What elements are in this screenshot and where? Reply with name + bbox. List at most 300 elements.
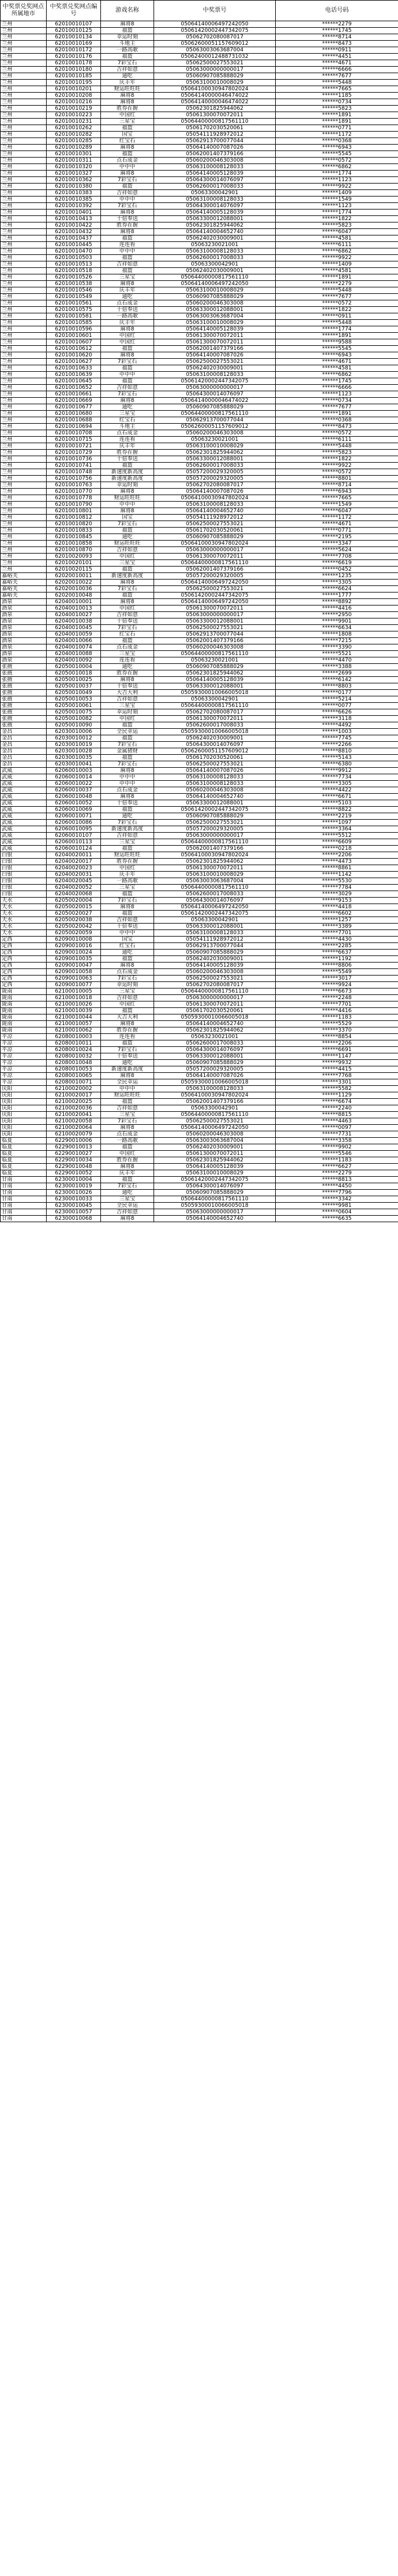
cell-ticket-number: 05064140005128039: [154, 963, 276, 969]
cell-game-name: 麻将8: [101, 677, 154, 683]
cell-outlet-id: 62010010736: [47, 456, 101, 463]
cell-phone: ******6943: [276, 489, 398, 495]
cell-city: 兰州: [1, 281, 47, 287]
table-row: [1, 210, 398, 216]
cell-phone: ******0097: [276, 1125, 398, 1131]
table-row: [1, 605, 398, 612]
cell-phone: ******8714: [276, 34, 398, 41]
cell-ticket-number: 05064140000046474022: [154, 99, 276, 106]
table-row: [1, 1196, 398, 1203]
cell-game-name: 三星宝: [101, 885, 154, 891]
cell-city: 陇南: [1, 1001, 47, 1008]
cell-phone: ******3305: [276, 580, 398, 586]
cell-ticket-number: 05064140007087026: [154, 145, 276, 151]
table-row: [1, 404, 398, 411]
cell-phone: ******0177: [276, 690, 398, 696]
cell-game-name: 7彩宝石: [101, 761, 154, 768]
cell-city: 兰州: [1, 450, 47, 456]
cell-outlet-id: 62040010001: [47, 599, 101, 605]
cell-game-name: 福篮: [101, 735, 154, 742]
cell-city: 定西: [1, 937, 47, 943]
cell-city: 天水: [1, 924, 47, 930]
cell-ticket-number: 05064140000046474022: [154, 93, 276, 99]
cell-outlet-id: 62080010024: [47, 1047, 101, 1053]
cell-ticket-number: 05062702080087017: [154, 482, 276, 489]
cell-city: 兰州: [1, 502, 47, 508]
cell-game-name: 福篮: [101, 1040, 154, 1047]
cell-outlet-id: 62060010069: [47, 807, 101, 813]
cell-city: 庆阳: [1, 1086, 47, 1092]
cell-ticket-number: 05062600017008033: [154, 1040, 276, 1047]
cell-game-name: 福篮: [101, 807, 154, 813]
cell-outlet-id: 62010010627: [47, 359, 101, 365]
cell-game-name: 新速度新高度: [101, 573, 154, 580]
cell-ticket-number: 05061420002447342075: [154, 28, 276, 34]
cell-game-name: 点石成金: [101, 300, 154, 307]
cell-city: 武威: [1, 794, 47, 800]
cell-ticket-number: 05062500027553021: [154, 521, 276, 528]
table-row: [1, 1209, 398, 1216]
table-row: [1, 761, 398, 768]
table-row: [1, 1053, 398, 1060]
cell-ticket-number: 05062600051157609012: [154, 424, 276, 430]
table-row: [1, 164, 398, 171]
cell-game-name: 7彩宝石: [101, 586, 154, 593]
cell-ticket-number: 05063300012088001: [154, 307, 276, 313]
cell-game-name: 吉祥如意: [101, 547, 154, 554]
cell-city: 庆阳: [1, 1092, 47, 1099]
cell-city: 兰州: [1, 547, 47, 554]
cell-outlet-id: 62010010285: [47, 138, 101, 145]
cell-game-name: 福篮: [101, 125, 154, 132]
cell-ticket-number: 05062702080087017: [154, 34, 276, 41]
cell-outlet-id: 62010020101: [47, 560, 101, 567]
cell-game-name: 福篮: [101, 365, 154, 372]
cell-outlet-id: 62010010526: [47, 274, 101, 281]
cell-phone: ******1891: [276, 112, 398, 119]
cell-game-name: 红宝石: [101, 138, 154, 145]
cell-outlet-id: 62080010071: [47, 1079, 101, 1086]
cell-game-name: 庆丰年: [101, 1170, 154, 1177]
cell-ticket-number: 05064140004652740: [154, 794, 276, 800]
cell-city: 定西: [1, 956, 47, 963]
table-row: [1, 690, 398, 696]
table-row: [1, 872, 398, 878]
cell-ticket-number: 05063000000000017: [154, 995, 276, 1001]
cell-game-name: 庆丰年: [101, 320, 154, 326]
cell-phone: ******2279: [276, 1170, 398, 1177]
cell-city: 兰州: [1, 541, 47, 547]
cell-ticket-number: 05061300070072011: [154, 605, 276, 612]
cell-city: 金昌: [1, 735, 47, 742]
table-row: [1, 463, 398, 469]
cell-outlet-id: 62100010057: [47, 1021, 101, 1027]
cell-game-name: 全民幸运: [101, 1203, 154, 1209]
cell-phone: ******8810: [276, 748, 398, 755]
cell-game-name: 7彩宝石: [101, 1118, 154, 1125]
cell-phone: ******4450: [276, 1183, 398, 1190]
table-row: [1, 709, 398, 716]
cell-city: 兰州: [1, 261, 47, 268]
cell-game-name: 中中中: [101, 197, 154, 203]
table-row: [1, 106, 398, 112]
cell-outlet-id: 62050010075: [47, 709, 101, 716]
cell-city: 兰州: [1, 560, 47, 567]
cell-ticket-number: 05063230021001: [154, 437, 276, 443]
cell-phone: ******1891: [276, 119, 398, 125]
table-row: [1, 878, 398, 885]
cell-game-name: 福篮: [101, 593, 154, 599]
cell-phone: ******4470: [276, 657, 398, 664]
cell-outlet-id: 62010010620: [47, 352, 101, 359]
cell-city: 白银: [1, 852, 47, 859]
table-row: [1, 73, 398, 80]
cell-outlet-id: 62290010027: [47, 1151, 101, 1157]
cell-game-name: 中国红: [101, 605, 154, 612]
cell-phone: ******7734: [276, 774, 398, 781]
cell-game-name: 福篮: [101, 463, 154, 469]
cell-phone: ******6862: [276, 164, 398, 171]
cell-outlet-id: 62090010077: [47, 982, 101, 988]
cell-phone: ******7796: [276, 1190, 398, 1196]
table-row: [1, 768, 398, 774]
cell-city: 兰州: [1, 313, 47, 320]
cell-city: 兰州: [1, 125, 47, 132]
cell-game-name: 幸运时刻: [101, 482, 154, 489]
cell-phone: ******0572: [276, 158, 398, 164]
table-row: [1, 320, 398, 326]
cell-ticket-number: 05064400000817561110: [154, 703, 276, 709]
cell-ticket-number: 05064400000817561110: [154, 411, 276, 417]
cell-outlet-id: 62090010008: [47, 937, 101, 943]
table-row: [1, 651, 398, 657]
cell-city: 兰州: [1, 203, 47, 210]
cell-phone: ******1097: [276, 820, 398, 826]
cell-outlet-id: 62290010048: [47, 1164, 101, 1170]
cell-city: 嘉峪关: [1, 586, 47, 593]
cell-ticket-number: 05063003063687004: [154, 313, 276, 320]
cell-game-name: 庆丰年: [101, 80, 154, 86]
cell-phone: ******1185: [276, 93, 398, 99]
cell-ticket-number: 05064400000817561110: [154, 274, 276, 281]
cell-phone: ******1774: [276, 326, 398, 333]
table-row: [1, 742, 398, 748]
cell-game-name: 吉祥如意: [101, 261, 154, 268]
header-row: [1, 1, 398, 21]
cell-city: 庆阳: [1, 1099, 47, 1105]
cell-city: 酒泉: [1, 631, 47, 638]
table-row: [1, 729, 398, 735]
cell-ticket-number: 05064400000817561110: [154, 839, 276, 846]
cell-outlet-id: 62010010178: [47, 60, 101, 67]
cell-game-name: 中国红: [101, 865, 154, 872]
table-row: [1, 495, 398, 502]
cell-city: 兰州: [1, 86, 47, 93]
cell-outlet-id: 62300010068: [47, 1216, 101, 1222]
cell-game-name: 三星宝: [101, 1112, 154, 1118]
cell-ticket-number: 05063003063687004: [154, 1138, 276, 1144]
cell-game-name: 福篮: [101, 722, 154, 729]
table-row: [1, 1014, 398, 1021]
cell-game-name: 麻将8: [101, 963, 154, 969]
cell-game-name: 7彩宝石: [101, 742, 154, 748]
table-row: [1, 177, 398, 184]
table-row: [1, 365, 398, 372]
cell-city: 兰州: [1, 248, 47, 255]
cell-outlet-id: 62020010011: [47, 573, 101, 580]
cell-phone: ******1172: [276, 132, 398, 138]
cell-ticket-number: 05061300070072011: [154, 716, 276, 722]
cell-phone: ******3364: [276, 826, 398, 833]
cell-phone: ******0452: [276, 567, 398, 573]
cell-city: 兰州: [1, 138, 47, 145]
cell-phone: ******5624: [276, 547, 398, 554]
cell-city: 兰州: [1, 515, 47, 521]
cell-phone: ******5103: [276, 800, 398, 807]
cell-phone: ******3358: [276, 1138, 398, 1144]
table-row: [1, 417, 398, 424]
cell-city: 兰州: [1, 294, 47, 300]
cell-city: 庆阳: [1, 1112, 47, 1118]
cell-phone: ******0218: [276, 846, 398, 852]
cell-city: 兰州: [1, 476, 47, 482]
cell-ticket-number: 05057200029320005: [154, 573, 276, 580]
cell-phone: ******5448: [276, 80, 398, 86]
cell-game-name: 新速度新高度: [101, 469, 154, 476]
cell-ticket-number: 05062600051157609012: [154, 748, 276, 755]
cell-game-name: 通吃: [101, 73, 154, 80]
cell-city: 兰州: [1, 359, 47, 365]
cell-outlet-id: 62010010422: [47, 222, 101, 229]
cell-game-name: 中国红: [101, 716, 154, 722]
table-row: [1, 1099, 398, 1105]
cell-game-name: 三星宝: [101, 411, 154, 417]
table-row: [1, 787, 398, 794]
cell-outlet-id: 62030010041: [47, 761, 101, 768]
cell-phone: ******0077: [276, 703, 398, 709]
cell-phone: ******4415: [276, 1066, 398, 1073]
cell-ticket-number: 05063000000000017: [154, 1209, 276, 1216]
cell-outlet-id: 62010010172: [47, 47, 101, 54]
cell-game-name: 十倍奉送: [101, 1053, 154, 1060]
cell-outlet-id: 62010010639: [47, 372, 101, 378]
cell-city: 兰州: [1, 528, 47, 534]
cell-phone: ******9924: [276, 982, 398, 988]
table-row: [1, 274, 398, 281]
cell-phone: ******1774: [276, 210, 398, 216]
table-row: [1, 794, 398, 800]
table-row: [1, 593, 398, 599]
table-row: [1, 281, 398, 287]
cell-city: 兰州: [1, 443, 47, 450]
cell-game-name: 连连看: [101, 437, 154, 443]
table-row: [1, 145, 398, 151]
cell-phone: ******8861: [276, 865, 398, 872]
cell-phone: ******6624: [276, 586, 398, 593]
cell-ticket-number: 05060907085888029: [154, 534, 276, 541]
cell-game-name: 金属猪财: [101, 748, 154, 755]
cell-game-name: 十倍奉送: [101, 307, 154, 313]
table-row: [1, 372, 398, 378]
cell-ticket-number: 05064400000817561110: [154, 119, 276, 125]
cell-city: 兰州: [1, 320, 47, 326]
cell-ticket-number: 05060200046303008: [154, 430, 276, 437]
table-row: [1, 885, 398, 891]
cell-game-name: 中国红: [101, 333, 154, 339]
header-game-name: 游戏名称: [101, 1, 154, 21]
cell-city: 武威: [1, 800, 47, 807]
cell-phone: ******1183: [276, 1157, 398, 1164]
cell-game-name: 7彩宝石: [101, 625, 154, 631]
cell-game-name: 麻将8: [101, 352, 154, 359]
cell-game-name: 中中中: [101, 930, 154, 937]
cell-outlet-id: 62040010038: [47, 618, 101, 625]
table-row: [1, 67, 398, 73]
cell-game-name: 7彩宝石: [101, 521, 154, 528]
cell-game-name: 麻将8: [101, 1073, 154, 1079]
table-row: [1, 313, 398, 320]
cell-phone: ******8803: [276, 683, 398, 690]
cell-outlet-id: 62010010320: [47, 164, 101, 171]
cell-city: 天水: [1, 904, 47, 911]
table-row: [1, 1008, 398, 1014]
header-city: 中奖票兑奖网点所属地市: [1, 1, 47, 21]
cell-ticket-number: 05062500027553021: [154, 761, 276, 768]
cell-outlet-id: 62100010044: [47, 1014, 101, 1021]
cell-ticket-number: 05064140005128039: [154, 677, 276, 683]
cell-ticket-number: 05060200046303008: [154, 300, 276, 307]
cell-phone: ******1745: [276, 28, 398, 34]
cell-outlet-id: 62010010392: [47, 203, 101, 210]
cell-outlet-id: 62030010028: [47, 748, 101, 755]
cell-ticket-number: 05063100010008029: [154, 872, 276, 878]
cell-ticket-number: 05062001407379166: [154, 151, 276, 158]
cell-ticket-number: 05063300012088001: [154, 800, 276, 807]
cell-ticket-number: 05063230021001: [154, 657, 276, 664]
table-row: [1, 781, 398, 787]
cell-outlet-id: 62010010741: [47, 463, 101, 469]
table-row: [1, 618, 398, 625]
cell-city: 酒泉: [1, 618, 47, 625]
table-row: [1, 774, 398, 781]
cell-city: 定西: [1, 969, 47, 976]
cell-phone: ******1409: [276, 190, 398, 197]
cell-outlet-id: 62080010032: [47, 1053, 101, 1060]
cell-outlet-id: 62080010011: [47, 1040, 101, 1047]
cell-phone: ******0734: [276, 398, 398, 404]
table-row: [1, 722, 398, 729]
table-row: [1, 612, 398, 618]
table-row: [1, 820, 398, 826]
cell-game-name: 吉祥如意: [101, 190, 154, 197]
cell-phone: ******4416: [276, 605, 398, 612]
cell-game-name: 福篮: [101, 956, 154, 963]
cell-outlet-id: 62010010513: [47, 261, 101, 268]
cell-ticket-number: 05062600017008033: [154, 184, 276, 190]
table-row: [1, 963, 398, 969]
cell-phone: ******5448: [276, 287, 398, 294]
table-row: [1, 80, 398, 86]
cell-phone: ******0734: [276, 99, 398, 106]
table-row: [1, 852, 398, 859]
cell-outlet-id: 62010010282: [47, 132, 101, 138]
cell-outlet-id: 62020010022: [47, 580, 101, 586]
cell-phone: ******3370: [276, 1027, 398, 1034]
table-row: [1, 437, 398, 443]
cell-outlet-id: 62300010045: [47, 1203, 101, 1209]
cell-city: 兰州: [1, 216, 47, 222]
cell-outlet-id: 62010010729: [47, 450, 101, 456]
cell-city: 兰州: [1, 411, 47, 417]
cell-city: 临夏: [1, 1157, 47, 1164]
cell-outlet-id: 62010010677: [47, 404, 101, 411]
cell-phone: ******7784: [276, 885, 398, 891]
cell-game-name: 三星宝: [101, 1196, 154, 1203]
cell-ticket-number: 05062500027553021: [154, 820, 276, 826]
cell-city: 平凉: [1, 1053, 47, 1060]
cell-city: 兰州: [1, 93, 47, 99]
table-row: [1, 930, 398, 937]
cell-ticket-number: 05063003063687004: [154, 878, 276, 885]
cell-outlet-id: 62100020025: [47, 1099, 101, 1105]
cell-ticket-number: 05064100030947802024: [154, 1092, 276, 1099]
table-row: [1, 1216, 398, 1222]
table-row: [1, 203, 398, 210]
cell-city: 平凉: [1, 1060, 47, 1066]
table-row: [1, 950, 398, 956]
cell-phone: ******6634: [276, 625, 398, 631]
cell-phone: ******5582: [276, 1086, 398, 1092]
cell-phone: ******1192: [276, 956, 398, 963]
cell-phone: ******1745: [276, 378, 398, 385]
table-row: [1, 158, 398, 164]
cell-game-name: 福篮: [101, 911, 154, 917]
table-row: [1, 138, 398, 145]
cell-ticket-number: 05061300070072011: [154, 554, 276, 560]
cell-game-name: 新速度新高度: [101, 476, 154, 482]
cell-phone: ******5448: [276, 443, 398, 450]
cell-outlet-id: 62030010012: [47, 735, 101, 742]
table-row: [1, 476, 398, 482]
cell-phone: ******1891: [276, 274, 398, 281]
cell-outlet-id: 62010010601: [47, 333, 101, 339]
cell-phone: ******6671: [276, 794, 398, 800]
cell-outlet-id: 62060010014: [47, 774, 101, 781]
cell-outlet-id: 62100020064: [47, 1125, 101, 1131]
table-row: [1, 287, 398, 294]
cell-ticket-number: 05063100008128033: [154, 781, 276, 787]
cell-outlet-id: 62010010748: [47, 469, 101, 476]
cell-game-name: 福篮: [101, 1144, 154, 1151]
cell-phone: ******2219: [276, 813, 398, 820]
cell-game-name: 连连看: [101, 657, 154, 664]
cell-ticket-number: 05061300070072011: [154, 333, 276, 339]
cell-outlet-id: 62010010585: [47, 320, 101, 326]
cell-outlet-id: 62050020027: [47, 911, 101, 917]
table-row: [1, 1040, 398, 1047]
cell-ticket-number: 05063000000000017: [154, 67, 276, 73]
cell-city: 金昌: [1, 761, 47, 768]
cell-outlet-id: 62050020015: [47, 904, 101, 911]
cell-outlet-id: 62010010383: [47, 190, 101, 197]
cell-ticket-number: 05060907085888029: [154, 73, 276, 80]
cell-ticket-number: 05060907085888029: [154, 813, 276, 820]
cell-ticket-number: 05063100010008029: [154, 1170, 276, 1177]
cell-city: 兰州: [1, 41, 47, 47]
header-outlet-id: 中奖票兑奖网点编号: [47, 1, 101, 21]
table-row: [1, 132, 398, 138]
cell-game-name: 三星宝: [101, 703, 154, 709]
